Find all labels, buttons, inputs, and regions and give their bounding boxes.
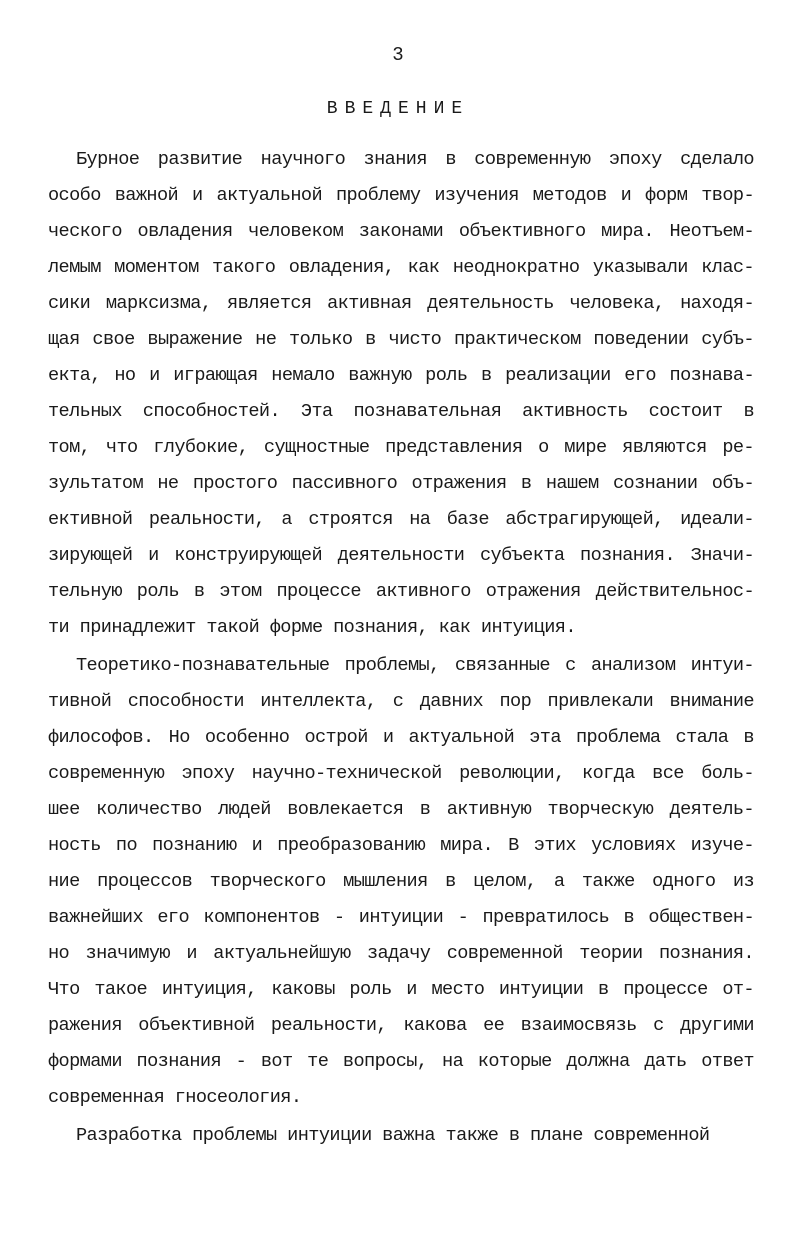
- paragraph-2-line-6: ность по познанию и преобразованию мира. В этих условиях изуче-: [48, 835, 754, 856]
- paragraph-2-line-13: современная гносеология.: [48, 1087, 302, 1108]
- paragraph-2-line-7: ние процессов творческого мышления в целом, а также одного из: [48, 871, 754, 892]
- paragraph-2-line-12: формами познания - вот те вопросы, на которые должна дать ответ: [48, 1051, 754, 1072]
- page-number: 3: [392, 44, 404, 66]
- paragraph-2-line-4: современную эпоху научно-технической революции, когда все боль-: [48, 763, 754, 784]
- paragraph-1-line-10: зультатом не простого пассивного отражения в нашем сознании объ-: [48, 473, 754, 494]
- paragraph-1-line-14: ти принадлежит такой форме познания, как интуиция.: [48, 617, 576, 638]
- paragraph-1-line-4: лемым моментом такого овладения, как неоднократно указывали клас-: [48, 257, 754, 278]
- paragraph-2-line-3: философов. Но особенно острой и актуальной эта проблема стала в: [48, 727, 754, 748]
- paragraph-2-line-11: ражения объективной реальности, какова ее взаимосвязь с другими: [48, 1015, 754, 1036]
- section-title: ВВЕДЕНИЕ: [326, 99, 470, 119]
- paragraph-1-line-9: том, что глубокие, сущностные представления о мире являются ре-: [48, 437, 754, 458]
- paragraph-1-line-2: особо важной и актуальной проблему изучения методов и форм твор-: [48, 185, 754, 206]
- paragraph-1-line-11: ективной реальности, а строятся на базе абстрагирующей, идеали-: [48, 509, 754, 530]
- paragraph-2-line-8: важнейших его компонентов - интуиции - превратилось в обществен-: [48, 907, 754, 928]
- paragraph-1-line-8: тельных способностей. Эта познавательная активность состоит в: [48, 401, 754, 422]
- paragraph-1-line-12: зирующей и конструирующей деятельности субъекта познания. Значи-: [48, 545, 754, 566]
- paragraph-2-line-9: но значимую и актуальнейшую задачу современной теории познания.: [48, 943, 754, 964]
- paragraph-2-line-1: Теоретико-познавательные проблемы, связанные с анализом интуи-: [76, 655, 754, 676]
- paragraph-1-line-13: тельную роль в этом процессе активного отражения действительнос-: [48, 581, 754, 602]
- paragraph-3-line-1: Разработка проблемы интуиции важна также в плане современной: [76, 1125, 710, 1146]
- paragraph-2-line-10: Что такое интуиция, каковы роль и место интуиции в процессе от-: [48, 979, 754, 1000]
- paragraph-1-line-5: сики марксизма, является активная деятельность человека, находя-: [48, 293, 754, 314]
- paragraph-2-line-2: тивной способности интеллекта, с давних пор привлекали внимание: [48, 691, 754, 712]
- paragraph-1-line-3: ческого овладения человеком законами объективного мира. Неотъем-: [48, 221, 754, 242]
- paragraph-1-line-7: екта, но и играющая немало важную роль в реализации его познава-: [48, 365, 754, 386]
- paragraph-1-line-1: Бурное развитие научного знания в современную эпоху сделало: [76, 149, 754, 170]
- paragraph-1-line-6: щая свое выражение не только в чисто практическом поведении субъ-: [48, 329, 754, 350]
- paragraph-2-line-5: шее количество людей вовлекается в активную творческую деятель-: [48, 799, 754, 820]
